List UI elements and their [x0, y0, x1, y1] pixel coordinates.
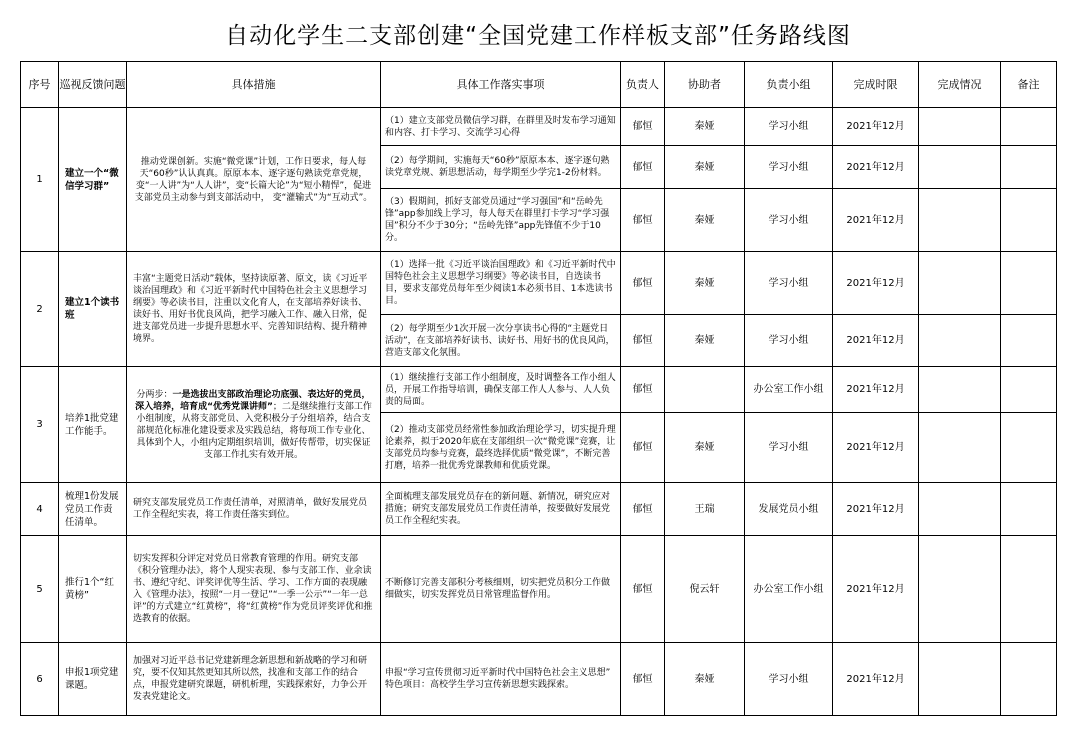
header-measure: 具体措施 — [127, 62, 381, 108]
task-note — [1001, 413, 1057, 483]
task-item: （1）选择一批《习近平谈治国理政》和《习近平新时代中国特色社会主义思想学习纲要》等必读书目，自选读书目，要求支部党员每年至少阅读1本必须书目、1本选读书目。 — [381, 252, 621, 315]
task-item: （2）每学期间，实施每天“60秒”原原本本、逐字逐句熟读党章党规、新思想活动，每学期至少学完1-2份材料。 — [381, 146, 621, 189]
task-note — [1001, 367, 1057, 413]
task-group: 学习小组 — [745, 252, 833, 315]
task-item: 全面梳理支部发展党员存在的新问题、新情况，研究应对措施；研究支部发展党员工作责任清单，按要做好发展党员工作全程纪实表。 — [381, 483, 621, 536]
task-status — [919, 367, 1001, 413]
row-measure — [127, 367, 381, 483]
task-status — [919, 108, 1001, 146]
task-owner: 郁恒 — [621, 643, 665, 716]
task-assistant: 秦娅 — [665, 108, 745, 146]
task-owner: 郁恒 — [621, 315, 665, 367]
task-note — [1001, 536, 1057, 643]
row-measure: 切实发挥积分评定对党员日常教育管理的作用。研究支部《积分管理办法》，将个人现实表现、参与支部工作、业余读书、遵纪守纪、评奖评优等生活、学习、工作方面的表现融入《管理办法》，按照“一月一登记”“一季一公示”“一年一总评”的方式建立“红黄榜”，将“红黄榜”作为党员评奖评优和推选教育的依据。 — [127, 536, 381, 643]
task-deadline: 2021年12月 — [833, 108, 919, 146]
task-owner: 郁恒 — [621, 367, 665, 413]
row-seq: 3 — [21, 367, 59, 483]
task-note — [1001, 146, 1057, 189]
task-group: 发展党员小组 — [745, 483, 833, 536]
task-note — [1001, 252, 1057, 315]
task-note — [1001, 108, 1057, 146]
task-assistant: 秦娅 — [665, 146, 745, 189]
measure-rest: ；二是继续推行支部工作小组制度，从将支部党员、入党积极分子分组培养，结合支部规范化标准化建设要求及实践总结，将每项工作专业化、具体到个人，小组内定期组织培训，做好传帮带，切实保证支部工作扎实有效开展。 — [136, 401, 372, 460]
row-seq: 4 — [21, 483, 59, 536]
task-assistant: 秦娅 — [665, 252, 745, 315]
task-owner: 郁恒 — [621, 536, 665, 643]
table-row — [21, 643, 1057, 716]
row-problem: 建立1个读书班 — [59, 252, 127, 367]
task-status — [919, 315, 1001, 367]
task-item: （2）推动支部党员经常性参加政治理论学习，切实提升理论素养，拟于2020年底在支部组织一次“微党课”竞赛，让支部党员均参与竞赛，最终选择优质“微党课”，不断完善打磨，培养一批优秀党课教师和优质党课。 — [381, 413, 621, 483]
task-status — [919, 413, 1001, 483]
task-status — [919, 252, 1001, 315]
task-status — [919, 536, 1001, 643]
row-measure: 加强对习近平总书记党建新理念新思想和新战略的学习和研究，要不仅知其然更知其所以然，找准和支部工作的结合点，申报党建研究课题，研机析理，实践探索好，力争公开发表党建论文。 — [127, 643, 381, 716]
task-note — [1001, 643, 1057, 716]
row-seq: 5 — [21, 536, 59, 643]
table-row — [21, 483, 1057, 536]
header-task: 具体工作落实事项 — [381, 62, 621, 108]
task-owner: 郁恒 — [621, 108, 665, 146]
task-owner: 郁恒 — [621, 189, 665, 252]
table-row — [21, 108, 1057, 146]
task-assistant: 王瑞 — [665, 483, 745, 536]
task-group: 学习小组 — [745, 189, 833, 252]
task-group: 学习小组 — [745, 643, 833, 716]
row-problem: 申报1项党建课题。 — [59, 643, 127, 716]
row-problem: 梳理1份发展党员工作责任清单。 — [59, 483, 127, 536]
task-deadline: 2021年12月 — [833, 315, 919, 367]
task-group: 学习小组 — [745, 146, 833, 189]
task-deadline: 2021年12月 — [833, 252, 919, 315]
task-note — [1001, 315, 1057, 367]
table-row — [21, 536, 1057, 643]
header-problem: 巡视反馈问题 — [59, 62, 127, 108]
task-deadline: 2021年12月 — [833, 413, 919, 483]
task-item: （1）建立支部党员微信学习群，在群里及时发布学习通知和内容、打卡学习、交流学习心得 — [381, 108, 621, 146]
task-assistant: 秦娅 — [665, 413, 745, 483]
table-row — [21, 252, 1057, 315]
task-assistant — [665, 367, 745, 413]
task-status — [919, 189, 1001, 252]
task-owner: 郁恒 — [621, 252, 665, 315]
task-assistant: 秦娅 — [665, 315, 745, 367]
measure-emphasis: 一是选拔出支部政治理论功底强、表达好的党员，深入培养，培育成“优秀党课讲师” — [135, 389, 371, 412]
task-status — [919, 643, 1001, 716]
task-deadline: 2021年12月 — [833, 483, 919, 536]
task-assistant: 秦娅 — [665, 189, 745, 252]
task-note — [1001, 483, 1057, 536]
task-group: 办公室工作小组 — [745, 536, 833, 643]
task-deadline: 2021年12月 — [833, 367, 919, 413]
task-assistant: 秦娅 — [665, 643, 745, 716]
row-seq: 6 — [21, 643, 59, 716]
row-seq: 1 — [21, 108, 59, 252]
task-deadline: 2021年12月 — [833, 643, 919, 716]
header-assistant: 协助者 — [665, 62, 745, 108]
task-item: 申报“学习宣传贯彻习近平新时代中国特色社会主义思想” 特色项目：高校学生学习宣传新思想实践探索。 — [381, 643, 621, 716]
header-note: 备注 — [1001, 62, 1057, 108]
task-group: 办公室工作小组 — [745, 367, 833, 413]
row-problem: 培养1批党建工作能手。 — [59, 367, 127, 483]
row-measure: 丰富“主题党日活动”载体，坚持读原著、原文，读《习近平谈治国理政》和《习近平新时代中国特色社会主义思想学习纲要》等必读书目，注重以文化育人，在支部培养好读书、读好书、用好书优良风尚，把学习融入工作、融入日常，促进支部党员进一步提升思想水平、完善知识结构、提升精神境界。 — [127, 252, 381, 367]
document-title: 自动化学生二支部创建“全国党建工作样板支部”任务路线图 — [225, 23, 851, 49]
task-roadmap-table — [20, 61, 1057, 716]
measure-lead: 分两步： — [136, 389, 173, 400]
table-row — [21, 367, 1057, 413]
header-owner: 负责人 — [621, 62, 665, 108]
task-deadline: 2021年12月 — [833, 146, 919, 189]
task-status — [919, 146, 1001, 189]
header-row — [21, 62, 1057, 108]
task-item: 不断修订完善支部积分考核细则，切实把党员积分工作做细做实，切实发挥党员日常管理监督作用。 — [381, 536, 621, 643]
row-problem: 推行1个“红黄榜” — [59, 536, 127, 643]
task-group: 学习小组 — [745, 413, 833, 483]
row-measure: 研究支部发展党员工作责任清单，对照清单，做好发展党员工作全程纪实表，将工作责任落实到位。 — [127, 483, 381, 536]
header-seq: 序号 — [21, 62, 59, 108]
header-group: 负责小组 — [745, 62, 833, 108]
task-deadline: 2021年12月 — [833, 536, 919, 643]
task-owner: 郁恒 — [621, 483, 665, 536]
task-owner: 郁恒 — [621, 146, 665, 189]
task-item: （3）假期间，抓好支部党员通过“学习强国”和“岳岭先锋”app参加线上学习，每人每天在群里打卡学习“学习强国”积分不少于30分；“岳岭先锋”app先锋值不少于10分。 — [381, 189, 621, 252]
task-assistant: 倪云轩 — [665, 536, 745, 643]
row-seq: 2 — [21, 252, 59, 367]
task-note — [1001, 189, 1057, 252]
task-deadline: 2021年12月 — [833, 189, 919, 252]
task-owner: 郁恒 — [621, 413, 665, 483]
row-problem: 建立一个“微信学习群” — [59, 108, 127, 252]
task-item: （2）每学期至少1次开展一次分享读书心得的“主题党日活动”，在支部培养好读书、读好书、用好书的优良风尚，营造支部文化氛围。 — [381, 315, 621, 367]
task-status — [919, 483, 1001, 536]
header-deadline: 完成时限 — [833, 62, 919, 108]
task-item: （1）继续推行支部工作小组制度，及时调整各工作小组人员，开展工作指导培训，确保支部工作人人参与、人人负责的局面。 — [381, 367, 621, 413]
header-status: 完成情况 — [919, 62, 1001, 108]
row-measure: 推动党课创新。实施“微党课”计划，工作日要求，每人每天“60秒”认认真真。原原本本、逐字逐句熟读党章党规，变“一人讲”为“人人讲”，变“长篇大论”为“短小精悍”，促进支部党员主动参与到支部活动中， 变“灌输式”为“互动式”。 — [127, 108, 381, 252]
task-group: 学习小组 — [745, 315, 833, 367]
task-group: 学习小组 — [745, 108, 833, 146]
